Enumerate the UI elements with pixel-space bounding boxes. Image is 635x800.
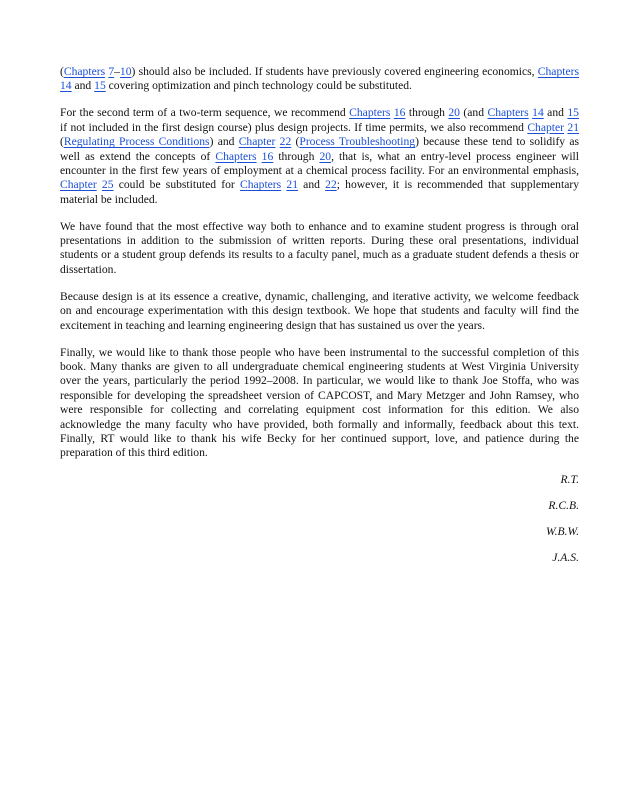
text-run: ) and bbox=[209, 135, 239, 149]
text-run: and bbox=[71, 79, 95, 93]
link-chapters[interactable]: Chapters bbox=[215, 149, 257, 163]
link-chapter-20[interactable]: 20 bbox=[319, 149, 332, 163]
link-chapters[interactable]: Chapters bbox=[537, 65, 579, 78]
text-run: – bbox=[114, 65, 120, 78]
link-chapters[interactable]: Chapters bbox=[349, 106, 391, 120]
text-run: and bbox=[543, 106, 568, 120]
link-chapter-14[interactable]: 14 bbox=[532, 106, 544, 120]
link-chapter-15[interactable]: 15 bbox=[94, 79, 106, 93]
text-run: ( bbox=[60, 65, 64, 78]
link-chapter-21[interactable]: 21 bbox=[286, 178, 298, 192]
text-run: through bbox=[405, 106, 449, 120]
text-run: For the second term of a two-term sequence, we recommend bbox=[60, 106, 350, 120]
link-chapter-16[interactable]: 16 bbox=[261, 149, 274, 163]
paragraph-acknowledgments: Finally, we would like to thank those people who have been instrumental to the successful completion of this book. Many thanks are given to all undergraduate chemical engineering students at West Virginia University over the years, particularly the period 1992–2008. In particular, we would like to thank Joe Stoffa, who was responsible for developing the spreadsheet version of CAPCOST, and Mary Metzger and John Ramsey, who were responsible for collecting and correlating equipment cost information for this edition. We also acknowledge the many faculty who have provided, both formally and informally, feedback about this text. Finally, RT would like to thank his wife Becky for her continued support, love, and patience during the preparation of this third edition. bbox=[60, 345, 579, 460]
link-chapter[interactable]: Chapter bbox=[527, 120, 565, 134]
link-chapter-20[interactable]: 20 bbox=[448, 106, 460, 120]
text-run: ( bbox=[60, 135, 64, 149]
link-chapters[interactable]: Chapters bbox=[63, 65, 106, 78]
paragraph-oral-presentations: We have found that the most effective way both to enhance and to examine student progress is through oral presentations in addition to the submission of written reports. During these oral presentations, individual students or a student group defends its results to a faculty panel, much as a graduate student defends a thesis or dissertation. bbox=[60, 219, 579, 276]
link-chapter-10[interactable]: 10 bbox=[119, 65, 132, 78]
link-chapter-15[interactable]: 15 bbox=[567, 106, 579, 120]
link-chapter-16[interactable]: 16 bbox=[393, 106, 406, 120]
text-run: ( bbox=[291, 135, 300, 149]
text-run: (and bbox=[459, 106, 488, 120]
link-process-troubleshooting[interactable]: Process Troubleshooting bbox=[299, 135, 416, 149]
link-regulating-process-conditions[interactable]: Regulating Process Conditions bbox=[63, 135, 210, 149]
text-run: and bbox=[297, 178, 326, 192]
text-run: could be substituted for bbox=[113, 178, 240, 192]
document-page bbox=[60, 65, 579, 577]
link-chapters[interactable]: Chapters bbox=[487, 106, 529, 120]
link-chapter-22[interactable]: 22 bbox=[325, 178, 337, 192]
paragraph-course-sequence-continued bbox=[60, 65, 579, 94]
link-chapter-21[interactable]: 21 bbox=[567, 120, 579, 134]
link-chapters[interactable]: Chapters bbox=[239, 178, 282, 192]
text-run: , that is, what an entry-level process engineer will encounter in the first few years of employment at a chemical process facility. For an environmental emphasis, bbox=[60, 149, 579, 177]
text-run: ) should also be included. If students have previously covered engineering economics, bbox=[131, 65, 538, 78]
link-chapter-7[interactable]: 7 bbox=[108, 65, 115, 78]
text-run: covering optimization and pinch technology could be substituted. bbox=[105, 79, 412, 93]
link-chapter-25[interactable]: 25 bbox=[101, 178, 114, 192]
paragraph-design-feedback: Because design is at its essence a creative, dynamic, challenging, and iterative activity, we welcome feedback on and encourage experimentation with this design textbook. We hope that students and faculty will find the excitement in teaching and learning engineering design that has sustained us over the years. bbox=[60, 289, 579, 332]
signature-block bbox=[60, 473, 579, 565]
text-run: if not included in the first design course) plus design projects. If time permits, we also recommend bbox=[60, 120, 528, 134]
link-chapter[interactable]: Chapter bbox=[238, 135, 276, 149]
link-chapter-22[interactable]: 22 bbox=[279, 135, 292, 149]
text-run: ) because these tend to solidify as well as extend the concepts of bbox=[60, 135, 580, 163]
signature-wbw: W.B.W. bbox=[546, 525, 579, 539]
link-chapter-14[interactable]: 14 bbox=[60, 79, 72, 93]
text-run: ; however, it is recommended that supplementary material be included. bbox=[60, 178, 579, 206]
text-run: through bbox=[273, 149, 320, 163]
signature-rcb: R.C.B. bbox=[548, 499, 579, 513]
link-chapter[interactable]: Chapter bbox=[60, 178, 97, 192]
paragraph-second-term bbox=[60, 106, 579, 207]
signature-jas: J.A.S. bbox=[552, 550, 579, 564]
signature-rt: R.T. bbox=[560, 473, 579, 487]
